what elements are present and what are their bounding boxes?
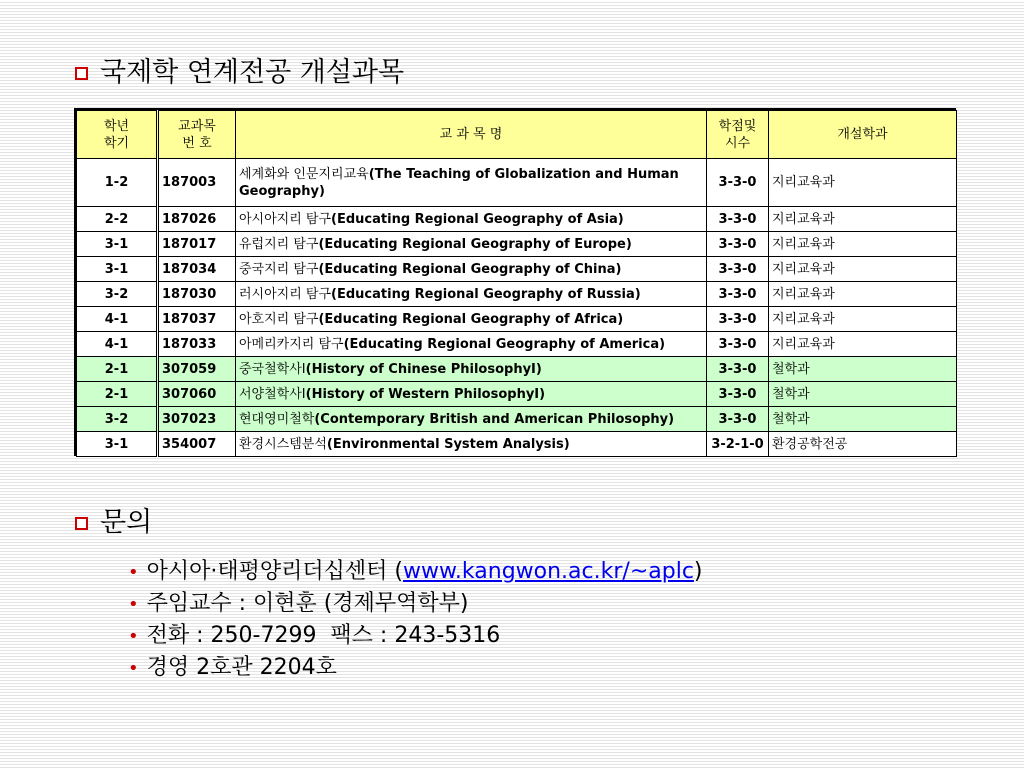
course-table [76, 110, 957, 457]
cell-grade: 3-1 [77, 432, 158, 457]
cell-grade: 2-2 [77, 207, 158, 232]
center-link[interactable]: www.kangwon.ac.kr/~aplc [402, 559, 694, 584]
cell-credit: 3-3-0 [707, 282, 769, 307]
course-name-english: (Educating Regional Geography of Asia) [331, 211, 624, 227]
header-credit-line1: 학점및 [718, 118, 757, 134]
course-name-english: (History of Western PhilosophyⅠ) [305, 386, 546, 402]
cell-credit: 3-3-0 [707, 357, 769, 382]
course-name-english: (Environmental System Analysis) [326, 436, 570, 452]
cell-department: 철학과 [769, 382, 957, 407]
cell-course-name [236, 207, 707, 232]
table-row [77, 232, 957, 257]
cell-code: 187003 [158, 159, 236, 207]
contact-list [128, 556, 703, 684]
professor-info: 주임교수 : 이현훈 (경제무역학부) [146, 591, 469, 616]
cell-course-name [236, 332, 707, 357]
cell-department: 지리교육과 [769, 307, 957, 332]
course-name-korean: 아시아지리 탐구 [239, 211, 332, 227]
cell-department: 지리교육과 [769, 257, 957, 282]
cell-course-name [236, 382, 707, 407]
cell-course-name [236, 257, 707, 282]
cell-code: 307060 [158, 382, 236, 407]
cell-course-name [236, 357, 707, 382]
phone-fax-info: 전화 : 250-7299 팩스 : 243-5316 [146, 623, 501, 648]
table-row [77, 357, 957, 382]
course-name-english: (Educating Regional Geography of Russia) [331, 286, 641, 302]
header-code-line1: 교과목 [178, 118, 216, 134]
center-close: ) [693, 559, 703, 584]
cell-department: 지리교육과 [769, 207, 957, 232]
cell-course-name [236, 282, 707, 307]
cell-grade: 3-1 [77, 257, 158, 282]
cell-grade: 1-2 [77, 159, 158, 207]
cell-department: 지리교육과 [769, 332, 957, 357]
course-name-korean: 서양철학사Ⅰ [239, 386, 306, 402]
list-item [128, 620, 703, 652]
header-course-name: 교 과 목 명 [236, 111, 707, 159]
bullet-icon: • [128, 658, 139, 679]
course-name-korean: 현대영미철학 [239, 411, 315, 427]
course-name-korean: 중국철학사Ⅰ [239, 361, 306, 377]
table-row [77, 332, 957, 357]
table-row [77, 257, 957, 282]
list-item [128, 556, 703, 588]
cell-grade: 2-1 [77, 357, 158, 382]
cell-credit: 3-3-0 [707, 407, 769, 432]
cell-grade: 4-1 [77, 332, 158, 357]
course-name-korean: 유럽지리 탐구 [239, 236, 319, 252]
cell-grade: 3-1 [77, 232, 158, 257]
header-credit-line2: 시수 [724, 135, 751, 151]
cell-department: 철학과 [769, 357, 957, 382]
cell-department: 지리교육과 [769, 232, 957, 257]
cell-department: 철학과 [769, 407, 957, 432]
course-name-english: (Contemporary British and American Philosophy) [314, 411, 675, 427]
cell-course-name [236, 307, 707, 332]
center-name: 아시아·태평양리더십센터 ( [146, 559, 403, 584]
cell-code: 187037 [158, 307, 236, 332]
header-grade-line2: 학기 [103, 135, 130, 151]
list-item [128, 652, 703, 684]
course-name-english: (History of Chinese PhilosophyⅠ) [305, 361, 542, 377]
table-row [77, 207, 957, 232]
cell-grade: 3-2 [77, 282, 158, 307]
cell-credit: 3-3-0 [707, 257, 769, 282]
header-department: 개설학과 [769, 111, 957, 159]
table-row [77, 432, 957, 457]
cell-credit: 3-3-0 [707, 207, 769, 232]
cell-code: 187017 [158, 232, 236, 257]
cell-credit: 3-3-0 [707, 159, 769, 207]
cell-course-name [236, 407, 707, 432]
office-info: 경영 2호관 2204호 [146, 655, 337, 680]
square-bullet-icon [75, 517, 88, 530]
course-name-english: (The Teaching of Globalization and Human Geography) [239, 166, 679, 199]
cell-course-name [236, 159, 707, 207]
section-heading-inquiry [75, 508, 152, 538]
course-name-korean: 러시아지리 탐구 [239, 286, 332, 302]
course-name-english: (Educating Regional Geography of Europe) [318, 236, 632, 252]
course-name-english: (Educating Regional Geography of Africa) [318, 311, 624, 327]
cell-credit: 3-3-0 [707, 382, 769, 407]
course-name-korean: 중국지리 탐구 [239, 261, 319, 277]
table-row [77, 382, 957, 407]
table-row [77, 307, 957, 332]
course-name-korean: 환경시스템분석 [239, 436, 327, 452]
cell-course-name [236, 232, 707, 257]
section-heading-courses [75, 58, 404, 88]
inquiry-title: 문의 [100, 507, 153, 538]
slide-title: 국제학 연계전공 개설과목 [100, 57, 405, 88]
course-name-korean: 세계화와 인문지리교육 [239, 166, 369, 182]
cell-code: 307059 [158, 357, 236, 382]
header-code-line2: 번 호 [182, 135, 212, 151]
header-credit [707, 111, 769, 159]
header-grade-line1: 학년 [103, 118, 130, 134]
header-grade [77, 111, 158, 159]
course-table-container [74, 108, 956, 456]
cell-code: 187033 [158, 332, 236, 357]
table-row [77, 282, 957, 307]
table-body [77, 159, 957, 457]
cell-code: 187026 [158, 207, 236, 232]
cell-department: 지리교육과 [769, 159, 957, 207]
cell-code: 187030 [158, 282, 236, 307]
cell-credit: 3-3-0 [707, 307, 769, 332]
cell-grade: 3-2 [77, 407, 158, 432]
course-name-korean: 아호지리 탐구 [239, 311, 319, 327]
cell-department: 환경공학전공 [769, 432, 957, 457]
header-code [158, 111, 236, 159]
cell-credit: 3-2-1-0 [707, 432, 769, 457]
table-header-row [77, 111, 957, 159]
list-item [128, 588, 703, 620]
bullet-icon: • [128, 594, 139, 615]
table-row [77, 159, 957, 207]
cell-code: 307023 [158, 407, 236, 432]
cell-grade: 2-1 [77, 382, 158, 407]
square-bullet-icon [75, 67, 88, 80]
course-name-korean: 아메리카지리 탐구 [239, 336, 344, 352]
cell-department: 지리교육과 [769, 282, 957, 307]
cell-credit: 3-3-0 [707, 332, 769, 357]
cell-code: 354007 [158, 432, 236, 457]
table-row [77, 407, 957, 432]
bullet-icon: • [128, 626, 139, 647]
cell-course-name [236, 432, 707, 457]
cell-credit: 3-3-0 [707, 232, 769, 257]
cell-grade: 4-1 [77, 307, 158, 332]
course-name-english: (Educating Regional Geography of China) [318, 261, 622, 277]
course-name-english: (Educating Regional Geography of America) [343, 336, 666, 352]
cell-code: 187034 [158, 257, 236, 282]
bullet-icon: • [128, 562, 139, 583]
